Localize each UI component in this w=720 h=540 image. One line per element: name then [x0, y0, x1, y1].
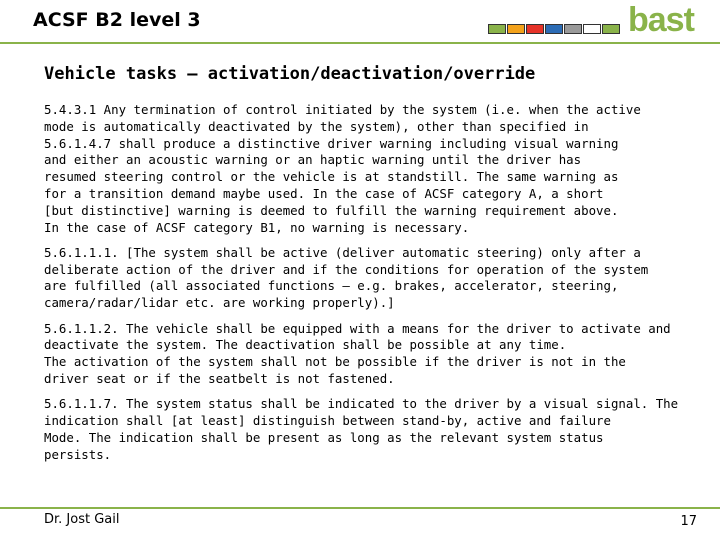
color-strip-square — [564, 24, 582, 34]
color-strip-square — [602, 24, 620, 34]
section-paragraph — [44, 396, 704, 463]
paragraph-line: [but distinctive] warning is deemed to fulfill the warning requirement above. — [44, 202, 619, 218]
section-paragraph — [44, 102, 704, 236]
color-strip-square — [488, 24, 506, 34]
paragraph-line: persists. — [44, 446, 112, 462]
section-paragraph — [44, 321, 704, 388]
bast-logo: bast — [628, 1, 694, 39]
paragraph-line: mode is automatically deactivated by the system), other than specified in — [44, 118, 589, 134]
body-text — [44, 102, 704, 472]
paragraph-line: indication shall [at least] distinguish between stand-by, active and failure — [44, 413, 611, 429]
header-divider — [0, 42, 720, 44]
paragraph-line: In the case of ACSF category B1, no warning is necessary. — [44, 219, 470, 235]
paragraph-line: 5.6.1.1.7. The system status shall be indicated to the driver by a visual signal. The — [44, 396, 679, 412]
paragraph-line: are fulfilled (all associated functions – e.g. brakes, accelerator, steering, — [44, 278, 619, 294]
slide-title: Vehicle tasks – activation/deactivation/override — [44, 64, 536, 84]
color-strip-square — [507, 24, 525, 34]
paragraph-line: driver seat or if the seatbelt is not fastened. — [44, 370, 395, 386]
color-strip-square — [526, 24, 544, 34]
paragraph-line: camera/radar/lidar etc. are working properly).] — [44, 295, 395, 311]
color-strip-square — [583, 24, 601, 34]
paragraph-line: and either an acoustic warning or an haptic warning until the driver has — [44, 152, 582, 168]
page-number: 17 — [680, 514, 697, 529]
paragraph-line: 5.6.1.1.1. [The system shall be active (deliver automatic steering) only after a — [44, 244, 641, 260]
footer-divider — [0, 507, 720, 509]
header-title: ACSF B2 level 3 — [33, 9, 201, 31]
paragraph-line: The activation of the system shall not be possible if the driver is not in the — [44, 354, 626, 370]
paragraph-line: 5.4.3.1 Any termination of control initiated by the system (i.e. when the active — [44, 102, 641, 117]
section-paragraph — [44, 245, 704, 312]
paragraph-line: resumed steering control or the vehicle is at standstill. The same warning as — [44, 169, 619, 185]
color-strip-decoration — [488, 24, 621, 34]
color-strip-square — [545, 24, 563, 34]
paragraph-line: 5.6.1.4.7 shall produce a distinctive driver warning including visual warning — [44, 135, 619, 151]
footer-author: Dr. Jost Gail — [44, 512, 120, 527]
paragraph-line: deliberate action of the driver and if the conditions for operation of the system — [44, 261, 649, 277]
paragraph-line: deactivate the system. The deactivation shall be possible at any time. — [44, 337, 567, 353]
paragraph-line: for a transition demand maybe used. In the case of ACSF category A, a short — [44, 185, 604, 201]
paragraph-line: 5.6.1.1.2. The vehicle shall be equipped with a means for the driver to activate and — [44, 320, 671, 336]
paragraph-line: Mode. The indication shall be present as long as the relevant system status — [44, 429, 604, 445]
